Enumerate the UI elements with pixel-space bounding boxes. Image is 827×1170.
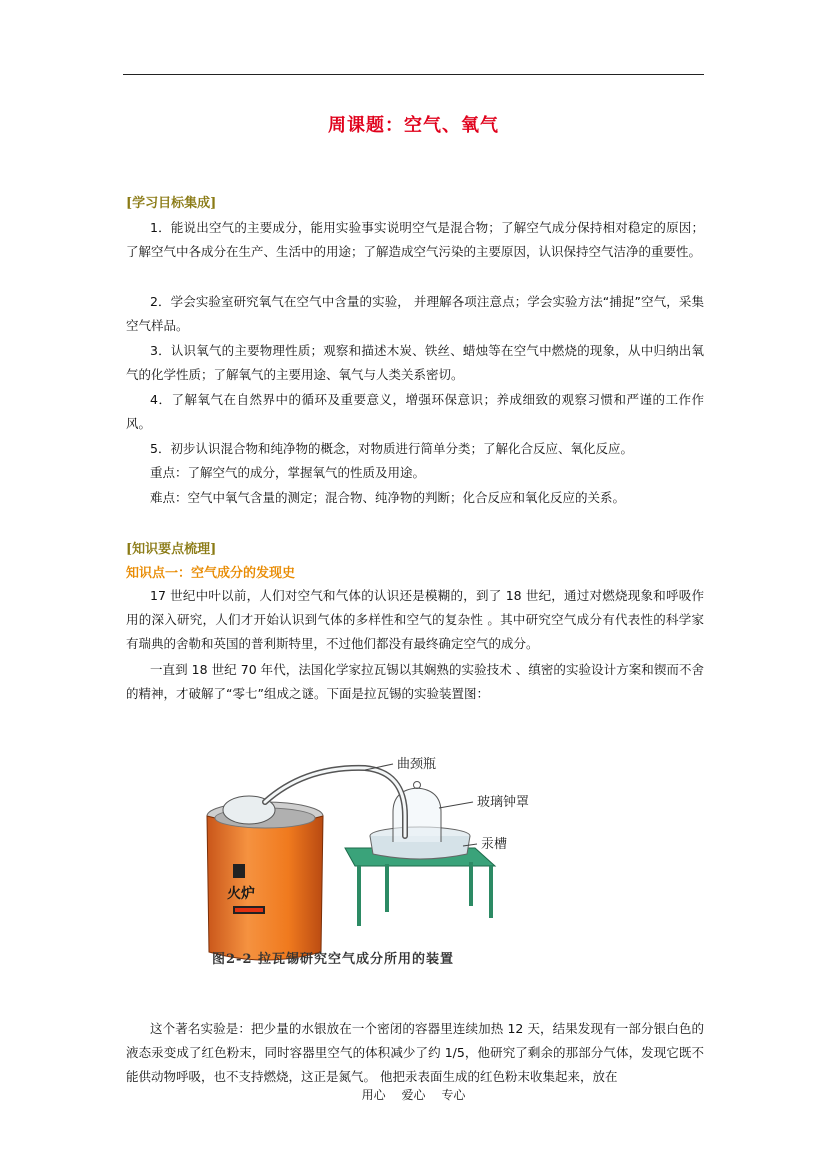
history-paragraph-1: 17 世纪中叶以前，人们对空气和气体的认识还是模糊的，到了 18 世纪，通过对燃烧现象和呼吸作用的深入研究，人们才开始认识到气体的多样性和空气的复杂性 。其中研究空气成分有代表性的科学家有瑞典的舍勒和英国的普利斯特里，不过他们都没有最终确定空气的成分。 [126, 588, 704, 651]
section-heading-knowledge: [知识要点梳理] [126, 542, 217, 557]
bell-jar-label: 玻璃钟罩 [477, 795, 530, 810]
experiment-paragraph: 这个著名实验是：把少量的水银放在一个密闭的容器里连续加热 12 天，结果发现有一部分银白色的液态汞变成了红色粉末，同时容器里空气的体积减少了约 1/5，他研究了剩余的那部分气体，发现它既不能供动物呼吸，也不支持燃烧，这正是氮气。 他把汞表面生成的红色粉末收集起来，放在 [126, 1021, 704, 1084]
goal-item-4: 4．了解氧气在自然界中的循环及重要意义，增强环保意识；养成细致的观察习惯和严谨的工作作风。 [126, 392, 704, 431]
furnace-shape [207, 802, 323, 960]
header-rule [123, 74, 704, 75]
key-point: 重点：了解空气的成分，掌握氧气的性质及用途。 [150, 465, 426, 480]
figure-caption: 图2-2 拉瓦锡研究空气成分所用的装置 [212, 952, 455, 967]
knowledge-point-1-title: 知识点一：空气成分的发现史 [126, 566, 296, 581]
goal-item-5: 5．初步认识混合物和纯净物的概念，对物质进行简单分类；了解化合反应、氧化反应。 [150, 441, 633, 456]
goal-item-1: 1．能说出空气的主要成分，能用实验事实说明空气是混合物；了解空气成分保持相对稳定的原因；了解空气中各成分在生产、生活中的用途；了解造成空气污染的主要原因，认识保持空气洁净的重要性。 [126, 220, 704, 259]
table-shape [345, 848, 495, 926]
footer-word-3: 专心 [441, 1088, 466, 1102]
difficult-point: 难点：空气中氧气含量的测定；混合物、纯净物的判断；化合反应和氧化反应的关系。 [150, 490, 626, 505]
furnace-label: 火炉 [227, 886, 255, 902]
page-footer [0, 1086, 827, 1103]
goal-item-2: 2．学会实验室研究氧气在空气中含量的实验， 并理解各项注意点；学会实验方法“捕捉”空气，采集空气样品。 [126, 294, 704, 333]
goal-item-3: 3．认识氧气的主要物理性质；观察和描述木炭、铁丝、蜡烛等在空气中燃烧的现象，从中归纳出氧气的化学性质；了解氧气的主要用途、氧气与人类关系密切。 [126, 343, 704, 382]
mercury-trough-label: 汞槽 [481, 837, 508, 852]
retort-label: 曲颈瓶 [397, 757, 437, 772]
footer-word-2: 爱心 [401, 1088, 426, 1102]
lavoisier-apparatus-figure [205, 756, 535, 970]
section-heading-goals: [学习目标集成] [126, 196, 217, 211]
footer-word-1: 用心 [361, 1088, 386, 1102]
history-paragraph-2: 一直到 18 世纪 70 年代，法国化学家拉瓦锡以其娴熟的实验技术 、缜密的实验设计方案和锲而不舍的精神，才破解了“零七”组成之谜。下面是拉瓦锡的实验装置图： [126, 662, 704, 701]
page-title: 周课题：空气、氧气 [328, 115, 499, 136]
